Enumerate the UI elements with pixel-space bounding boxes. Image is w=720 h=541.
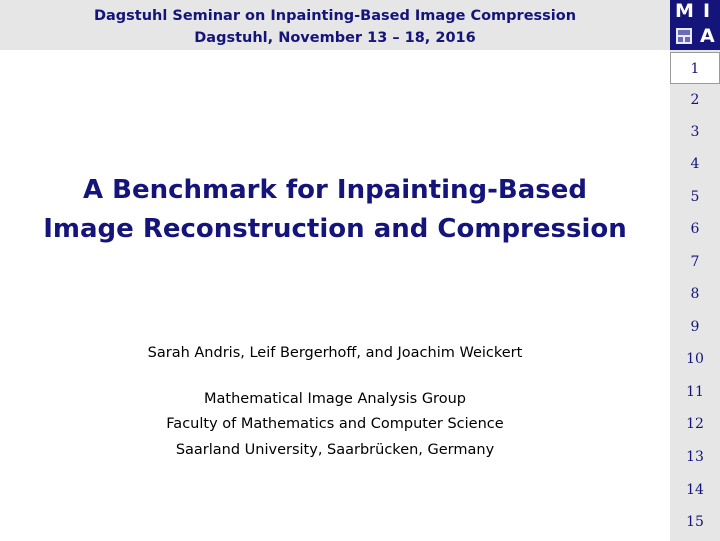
authors: Sarah Andris, Leif Bergerhoff, and Joachim Weickert [147,345,523,361]
slide-button-15[interactable]: 15 [686,514,704,530]
slide-button-14[interactable]: 14 [686,482,704,498]
slide-button-1[interactable]: 1 [670,52,720,84]
slide-button-3[interactable]: 3 [690,124,700,140]
slide-button-8[interactable]: 8 [690,286,700,302]
slide-title-line-1: A Benchmark for Inpainting-Based [82,175,587,205]
slide-button-2[interactable]: 2 [690,92,700,108]
logo-letter-i: I [703,0,711,22]
slide-button-13[interactable]: 13 [686,449,704,465]
slide-button-7[interactable]: 7 [690,254,700,270]
slide-button-12[interactable]: 12 [686,416,704,432]
slide-title-line-2: Image Reconstruction and Compression [43,214,627,244]
seminar-title: Dagstuhl Seminar on Inpainting-Based Image Compression [93,8,577,24]
slide-button-11[interactable]: 11 [686,384,704,400]
seminar-date-location: Dagstuhl, November 13 – 18, 2016 [194,30,476,46]
slide-button-4[interactable]: 4 [690,156,700,172]
slide-button-5[interactable]: 5 [690,189,700,205]
slide-button-6[interactable]: 6 [690,221,700,237]
affiliation-university: Saarland University, Saarbrücken, Germany [175,442,495,458]
slide-button-9[interactable]: 9 [690,319,700,335]
header-bar [0,0,670,50]
logo-letter-a: A [700,25,715,47]
crest-icon [676,28,692,44]
slide-button-10[interactable]: 10 [686,351,704,367]
logo-letter-m: M [675,0,694,22]
mia-logo [670,0,720,50]
affiliation-group: Mathematical Image Analysis Group [204,391,466,407]
affiliation-faculty: Faculty of Mathematics and Computer Science [166,416,504,432]
